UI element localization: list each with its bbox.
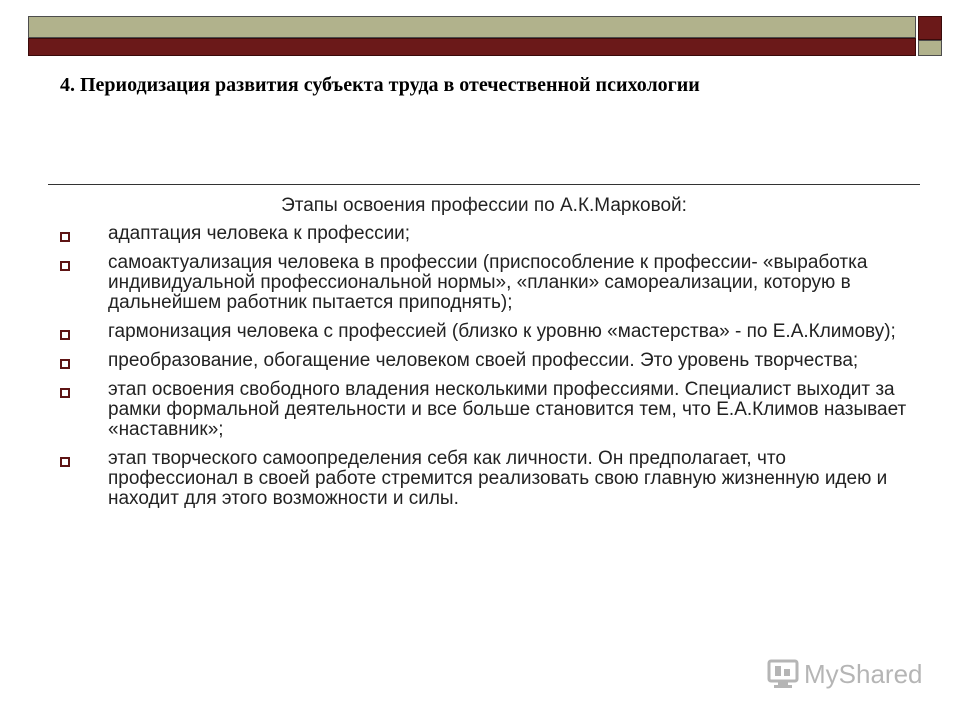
list-item	[60, 351, 910, 371]
slide-title: 4. Периодизация развития субъекта труда в отечественной психологии	[60, 74, 700, 96]
watermark-text: MyShared	[804, 658, 923, 689]
square-bullet-icon	[60, 457, 70, 467]
square-bullet-icon	[60, 261, 70, 271]
list-item	[60, 322, 910, 342]
list-item-text: этап творческого самоопределения себя как личности. Он предполагает, что профессионал в своей работе стремится реализовать свою главную жизненную идею и находит для этого возможности и силы.	[108, 448, 888, 509]
stages-list	[60, 224, 910, 518]
corner-square-olive	[918, 40, 942, 56]
list-item-text: этап освоения свободного владения несколькими профессиями. Специалист выходит за рамки формальной деятельности и все больше становится тем, что Е.А.Климов называет «наставник»;	[108, 379, 907, 440]
list-item-text: самоактуализация человека в профессии (приспособление к профессии- «выработка индивидуальной профессиональной нормы», «планки» самореализации, которую в дальнейшем работник пытается приподнять);	[108, 252, 868, 313]
watermark-logo	[766, 656, 923, 692]
square-bullet-icon	[60, 359, 70, 369]
list-item-text: преобразование, обогащение человеком своей профессии. Это уровень творчества;	[108, 350, 859, 371]
square-bullet-icon	[60, 330, 70, 340]
header-band-maroon	[28, 38, 916, 56]
list-item	[60, 380, 910, 440]
shared-monitor-icon	[766, 657, 800, 691]
corner-square-maroon	[918, 16, 942, 40]
divider-line	[48, 184, 920, 185]
list-item-text: гармонизация человека с профессией (близко к уровню «мастерства» - по Е.А.Климову);	[108, 321, 896, 342]
square-bullet-icon	[60, 388, 70, 398]
list-item	[60, 253, 910, 313]
square-bullet-icon	[60, 232, 70, 242]
list-item	[60, 224, 910, 244]
slide-subtitle: Этапы освоения профессии по А.К.Марковой:	[281, 195, 687, 216]
list-item	[60, 449, 910, 509]
header-band-olive	[28, 16, 916, 38]
list-item-text: адаптация человека к профессии;	[108, 223, 411, 244]
